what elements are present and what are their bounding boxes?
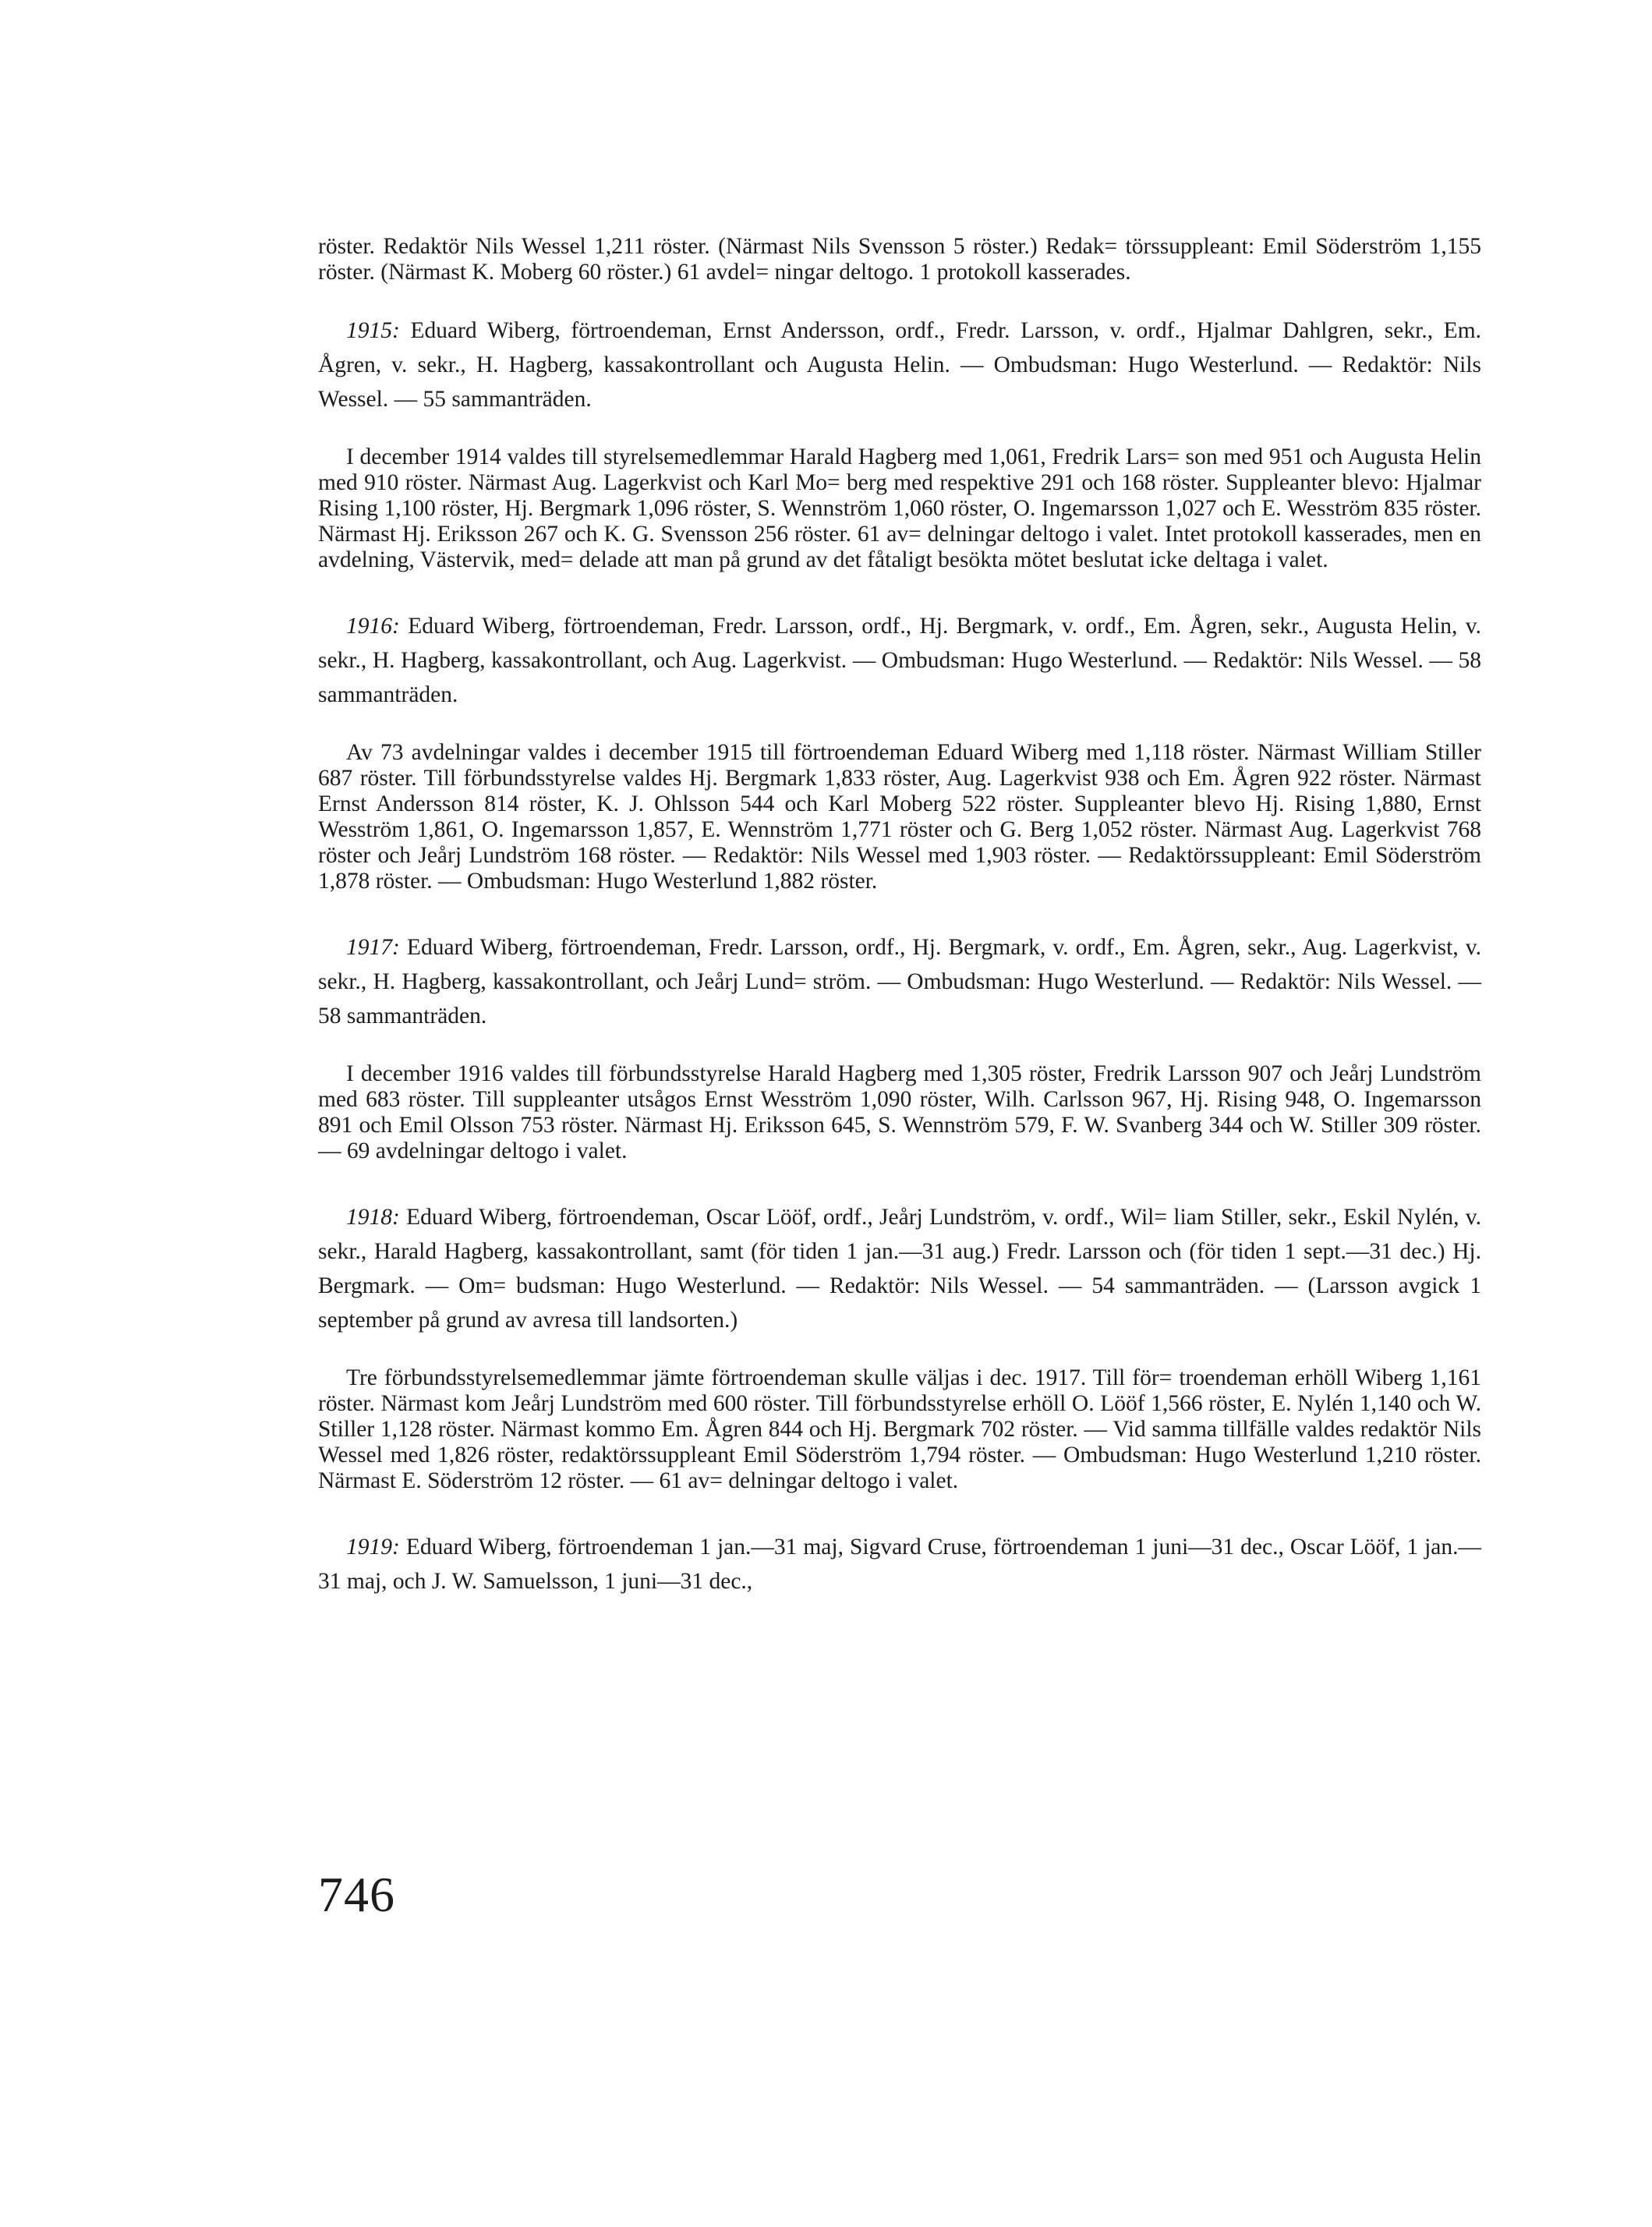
paragraph-1915-election: Av 73 avdelningar valdes i december 1915 till förtroendeman Eduard Wiberg med 1,118 röster. Närmast William Stiller 687 röster. Till förbundsstyrelse valdes Hj. Bergmark 1,833 röster, Aug. Lagerkvist 938 och Em. Ågren 922 röster. Närmast Ernst Andersson 814 röster, K. J. Ohlsson 544 och Karl Moberg 522 röster. Suppleanter blevo Hj. Rising 1,880, Ernst Wesström 1,861, O. Ingemarsson 1,857, E. Wennström 1,771 röster och G. Berg 1,052 röster. Närmast Aug. Lagerkvist 768 röster och Jeårj Lundström 168 röster. — Redaktör: Nils Wessel med 1,903 röster. — Redaktörssuppleant: Emil Söderström 1,878 röster. — Ombudsman: Hugo Westerlund 1,882 röster. — [318, 740, 1481, 894]
year-label-1916: 1916: — [346, 614, 400, 639]
paragraph-1919-board-text: Eduard Wiberg, förtroendeman 1 jan.—31 maj, Sigvard Cruse, förtroendeman 1 juni—31 dec., Oscar Lööf, 1 jan.—31 maj, och J. W. Samuelsson, 1 juni—31 dec., — [318, 1535, 1482, 1594]
page-body — [318, 234, 1481, 1599]
year-label-1918: 1918: — [346, 1205, 400, 1230]
page-number: 746 — [318, 1867, 395, 1922]
paragraph-1917-board — [318, 930, 1481, 1033]
paragraph-1914-continuation: röster. Redaktör Nils Wessel 1,211 röster. (Närmast Nils Svensson 5 röster.) Redak= törssuppleant: Emil Söderström 1,155 röster. (Närmast K. Moberg 60 röster.) 61 avdel= ningar deltogo. 1 protokoll kasserades. — [318, 234, 1481, 285]
paragraph-1916-board — [318, 609, 1481, 712]
year-label-1915: 1915: — [346, 318, 400, 343]
paragraph-1917-board-text: Eduard Wiberg, förtroendeman, Fredr. Larsson, ordf., Hj. Bergmark, v. ordf., Em. Ågren, sekr., Aug. Lagerkvist, v. sekr., H. Hagberg, kassakontrollant, och Jeårj Lund= ström. — Ombudsman: Hugo Westerlund. — Redaktör: Nils Wessel. — 58 sammanträden. — [318, 935, 1482, 1029]
paragraph-1914-election: I december 1914 valdes till styrelsemedlemmar Harald Hagberg med 1,061, Fredrik Lars= son med 951 och Augusta Helin med 910 röster. Närmast Aug. Lagerkvist och Karl Mo= berg med respektive 291 och 168 röster. Suppleanter blevo: Hjalmar Rising 1,100 röster, Hj. Bergmark 1,096 röster, S. Wennström 1,060 röster, O. Ingemarsson 1,027 och E. Wesström 835 röster. Närmast Hj. Eriksson 267 och K. G. Svensson 256 röster. 61 av= delningar deltogo i valet. Intet protokoll kasserades, men en avdelning, Västervik, med= delade att man på grund av det fåtaligt besökta mötet beslutat icke deltaga i valet. — [318, 444, 1481, 572]
paragraph-1915-board-text: Eduard Wiberg, förtroendeman, Ernst Andersson, ordf., Fredr. Larsson, v. ordf., Hjalmar Dahlgren, sekr., Em. Ågren, v. sekr., H. Hagberg, kassakontrollant och Augusta Helin. — Ombudsman: Hugo Westerlund. — Redaktör: Nils Wessel. — 55 sammanträden. — [318, 318, 1482, 412]
paragraph-1915-board — [318, 313, 1481, 416]
paragraph-1917-election: Tre förbundsstyrelsemedlemmar jämte förtroendeman skulle väljas i dec. 1917. Till för= troendeman erhöll Wiberg 1,161 röster. Närmast kom Jeårj Lundström med 600 röster. Till förbundsstyrelse erhöll O. Lööf 1,566 röster, E. Nylén 1,140 och W. Stiller 1,128 röster. Närmast kommo Em. Ågren 844 och Hj. Bergmark 702 röster. — Vid samma tillfälle valdes redaktör Nils Wessel med 1,826 röster, redaktörssuppleant Emil Söderström 1,794 röster. — Ombudsman: Hugo Westerlund 1,210 röster. Närmast E. Söderström 12 röster. — 61 av= delningar deltogo i valet. — [318, 1365, 1481, 1493]
paragraph-1918-board — [318, 1200, 1481, 1337]
paragraph-1916-election: I december 1916 valdes till förbundsstyrelse Harald Hagberg med 1,305 röster, Fredrik Larsson 907 och Jeårj Lundström med 683 röster. Till suppleanter utsågos Ernst Wesström 1,090 röster, Wilh. Carlsson 967, Hj. Rising 948, O. Ingemarsson 891 och Emil Olsson 753 röster. Närmast Hj. Eriksson 645, S. Wennström 579, F. W. Svanberg 344 och W. Stiller 309 röster. — 69 avdelningar deltogo i valet. — [318, 1061, 1481, 1163]
year-label-1917: 1917: — [346, 935, 400, 960]
paragraph-1916-board-text: Eduard Wiberg, förtroendeman, Fredr. Larsson, ordf., Hj. Bergmark, v. ordf., Em. Ågren, sekr., Augusta Helin, v. sekr., H. Hagberg, kassakontrollant, och Aug. Lagerkvist. — Ombudsman: Hugo Westerlund. — Redaktör: Nils Wessel. — 58 sammanträden. — [318, 614, 1481, 707]
paragraph-1919-board — [318, 1530, 1481, 1599]
year-label-1919: 1919: — [346, 1535, 400, 1560]
paragraph-1918-board-text: Eduard Wiberg, förtroendeman, Oscar Lööf, ordf., Jeårj Lundström, v. ordf., Wil= liam Stiller, sekr., Eskil Nylén, v. sekr., Harald Hagberg, kassakontrollant, samt (för tiden 1 jan.—31 aug.) Fredr. Larsson och (för tiden 1 sept.—31 dec.) Hj. Bergmark. — Om= budsman: Hugo Westerlund. — Redaktör: Nils Wessel. — 54 sammanträden. — (Larsson avgick 1 september på grund av avresa till landsorten.) — [318, 1205, 1482, 1333]
